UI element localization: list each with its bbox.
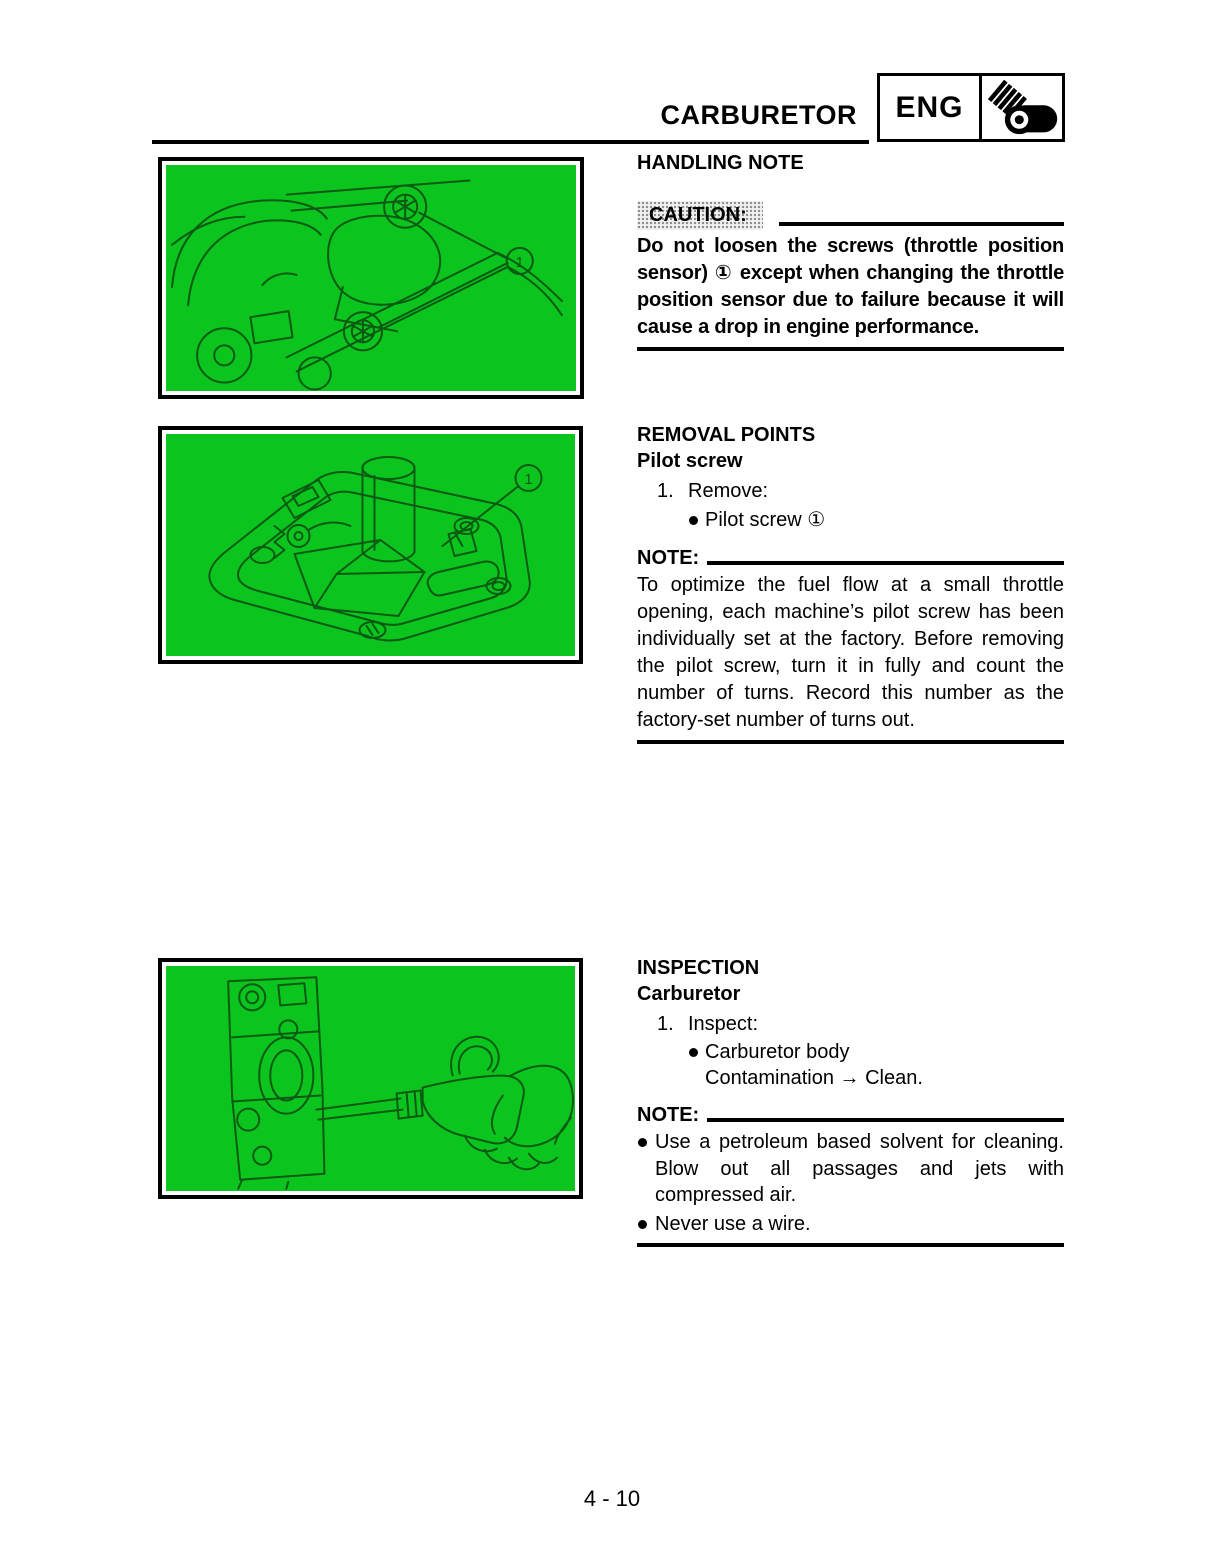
removal-note-end-rule xyxy=(637,740,1064,744)
inspection-note-text: Never use a wire. xyxy=(655,1212,811,1235)
inspection-heading: INSPECTION xyxy=(637,957,760,979)
inspection-note-text: Use a petroleum based solvent for cleaning. Blow out all passages and jets with compressed air. xyxy=(655,1131,1064,1206)
caution-label: CAUTION: xyxy=(637,201,763,230)
caution-header-rule xyxy=(779,222,1064,226)
tps-screws-illustration xyxy=(166,165,576,391)
removal-points-heading: REMOVAL POINTS xyxy=(637,424,816,446)
inspection-note-item xyxy=(637,1211,1064,1238)
caution-end-rule xyxy=(637,347,1064,351)
pilot-screw-subheading: Pilot screw xyxy=(637,450,743,472)
figure-pilot-screw-canvas xyxy=(166,434,575,656)
inspection-bullet-item xyxy=(637,1039,1064,1065)
figure-tps-screws-canvas xyxy=(166,165,576,391)
section-badge xyxy=(877,73,1065,142)
bullet-icon xyxy=(638,1220,647,1229)
note-header xyxy=(637,1103,1064,1127)
removal-step xyxy=(637,479,1064,503)
page-title: CARBURETOR xyxy=(660,100,857,130)
bullet-icon xyxy=(689,1048,698,1057)
note-label: NOTE: xyxy=(637,1104,700,1126)
inspection-note-item xyxy=(637,1129,1064,1209)
carburetor-subheading: Carburetor xyxy=(637,983,741,1005)
title-divider xyxy=(152,140,869,144)
handling-note-heading: HANDLING NOTE xyxy=(637,152,804,174)
caution-text: Do not loosen the screws (throttle position sensor) ① except when changing the throttle position sensor due to failure because it will cause a drop in engine performance. xyxy=(637,235,1064,338)
inspection-section xyxy=(637,956,1064,1247)
figure-tps-screws xyxy=(158,157,584,399)
inspection-note-end-rule xyxy=(637,1243,1064,1247)
bullet-icon xyxy=(638,1138,647,1147)
figure-carburetor-cleaning-canvas xyxy=(166,966,575,1191)
figure-callout-1: 1 xyxy=(524,471,533,488)
inspection-bullet-text: Carburetor body xyxy=(705,1041,850,1063)
note-header-rule xyxy=(707,561,1064,565)
step-number: 1. xyxy=(657,480,674,502)
step-action: Inspect: xyxy=(688,1013,759,1035)
caution-header xyxy=(637,201,1064,230)
engine-icon xyxy=(982,76,1062,139)
figure-callout-1: 1 xyxy=(515,253,524,271)
inspection-step xyxy=(637,1012,1064,1036)
inspection-bullet-result: Contamination → Clean. xyxy=(705,1067,923,1089)
note-header-rule xyxy=(707,1118,1064,1122)
removal-note-text: To optimize the fuel flow at a small throttle opening, each machine’s pilot screw has been individually set at the factory. Before removing the pilot screw, turn it in fully and count the number of turns. Record this number as the factory-set number of turns out. xyxy=(637,574,1064,731)
section-badge-label: ENG xyxy=(880,76,982,139)
step-number: 1. xyxy=(657,1013,674,1035)
note-label: NOTE: xyxy=(637,547,700,569)
bullet-icon xyxy=(689,516,698,525)
removal-points-section xyxy=(637,423,1064,744)
pilot-screw-illustration xyxy=(166,434,575,656)
figure-pilot-screw xyxy=(158,426,583,664)
removal-bullet-item xyxy=(637,507,1064,533)
figure-carburetor-cleaning xyxy=(158,958,583,1199)
note-header xyxy=(637,546,1064,570)
carburetor-cleaning-illustration xyxy=(166,966,575,1191)
step-action: Remove: xyxy=(688,480,769,502)
handling-note-section xyxy=(637,151,1064,351)
removal-bullet-text: Pilot screw ① xyxy=(705,509,826,531)
page-number: 4 - 10 xyxy=(583,1486,641,1511)
